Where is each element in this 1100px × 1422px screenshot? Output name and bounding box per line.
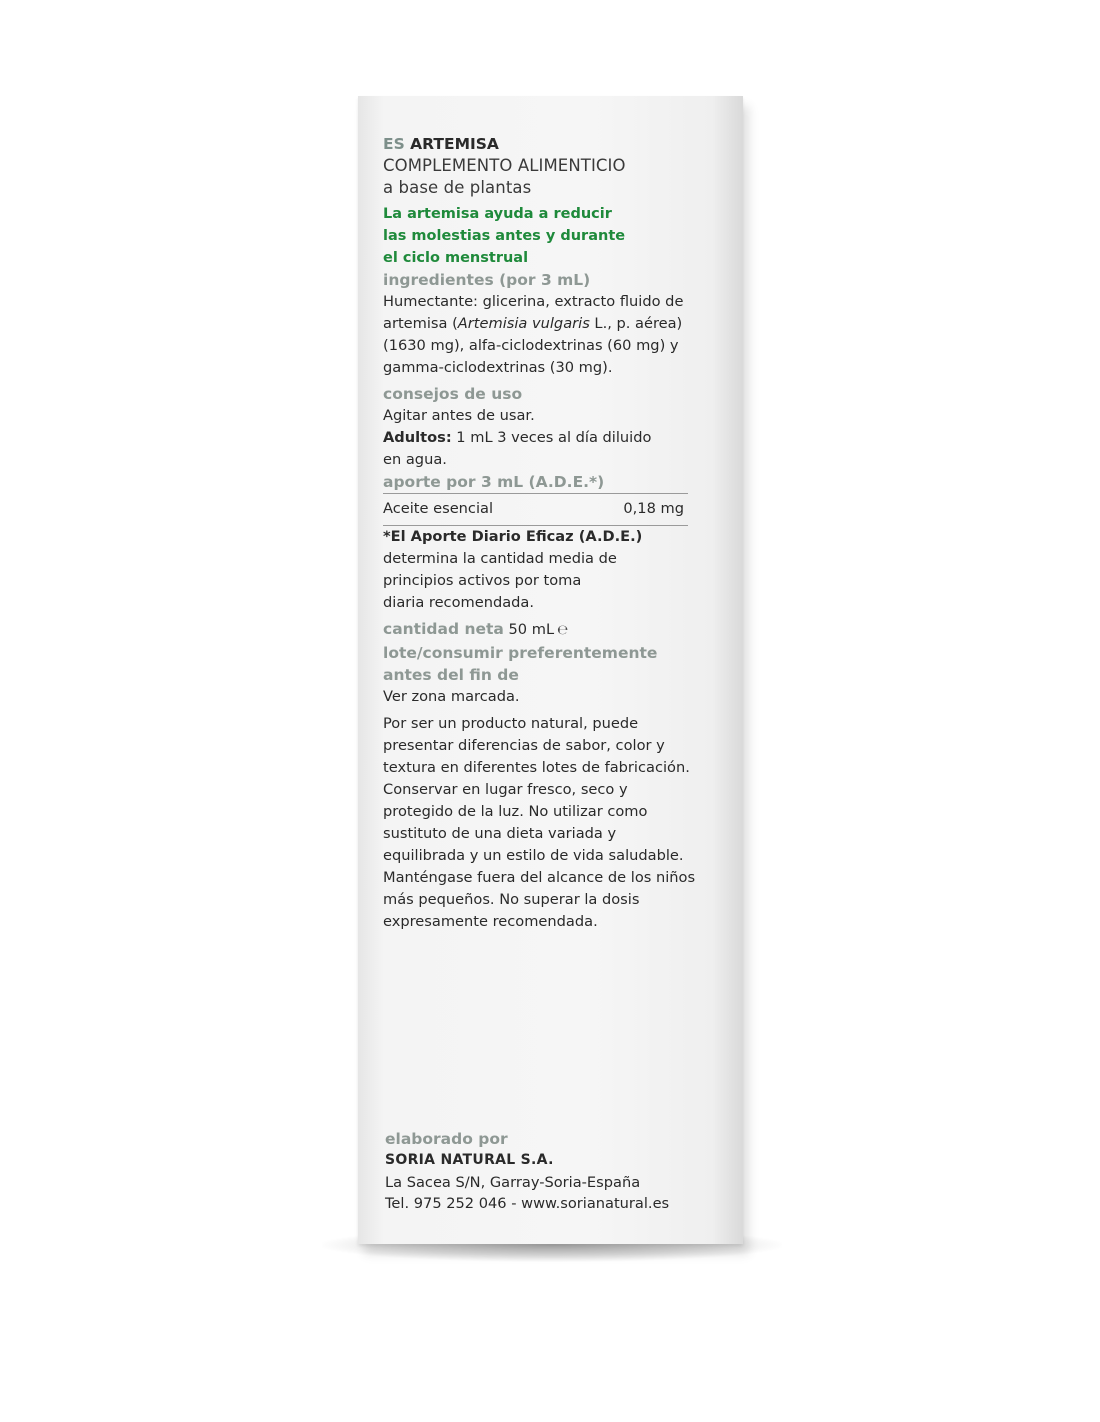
net-quantity-heading: cantidad neta bbox=[383, 620, 504, 638]
product-name: ARTEMISA bbox=[410, 135, 499, 153]
batch-heading-line-1: lote/consumir preferentemente bbox=[383, 644, 658, 662]
warning-line: equilibrada y un estilo de vida saludable. bbox=[383, 847, 684, 864]
ade-note-line-2: determina la cantidad media de bbox=[383, 550, 617, 567]
manufacturer-info bbox=[385, 1128, 720, 1215]
company-name: SORIA NATURAL S.A. bbox=[385, 1152, 554, 1168]
warning-line: presentar diferencias de sabor, color y bbox=[383, 737, 665, 754]
manufacturer-heading: elaborado por bbox=[385, 1130, 508, 1148]
estimated-sign-icon: ℮ bbox=[557, 623, 569, 638]
company-address: La Sacea S/N, Garray-Soria-España bbox=[385, 1173, 641, 1191]
table-row-value: 0,18 mg bbox=[623, 500, 684, 517]
ingredients-text: artemisa ( bbox=[383, 315, 458, 332]
ade-note-line-4: diaria recomendada. bbox=[383, 594, 535, 611]
contribution-table bbox=[383, 493, 688, 526]
ade-note-line-3: principios activos por toma bbox=[383, 572, 582, 589]
warning-line: Manténgase fuera del alcance de los niños bbox=[383, 869, 696, 886]
health-claim-line-3: el ciclo menstrual bbox=[383, 250, 529, 266]
warning-line: Conservar en lugar fresco, seco y bbox=[383, 781, 628, 798]
ingredients-text: L., p. aérea) bbox=[589, 315, 683, 332]
product-title bbox=[383, 133, 718, 155]
net-quantity-value: 50 mL bbox=[503, 621, 555, 638]
batch-text: Ver zona marcada. bbox=[383, 688, 520, 705]
net-quantity bbox=[383, 618, 718, 642]
health-claim-line-1: La artemisa ayuda a reducir bbox=[383, 206, 612, 222]
health-claim-line-2: las molestias antes y durante bbox=[383, 228, 626, 244]
warning-line: protegido de la luz. No utilizar como bbox=[383, 803, 648, 820]
warning-line: más pequeños. No superar la dosis bbox=[383, 891, 640, 908]
ingredients-line-3: (1630 mg), alfa-ciclodextrinas (60 mg) y bbox=[383, 337, 679, 354]
usage-line-2 bbox=[383, 427, 718, 449]
adults-dose: 1 mL 3 veces al día diluido bbox=[451, 429, 652, 446]
contribution-heading: aporte por 3 mL (A.D.E.*) bbox=[383, 473, 605, 491]
ingredients-line-4: gamma-ciclodextrinas (30 mg). bbox=[383, 359, 613, 376]
warning-line: sustituto de una dieta variada y bbox=[383, 825, 617, 842]
latin-name: Artemisia vulgaris bbox=[457, 315, 590, 332]
label-content bbox=[383, 133, 718, 933]
ingredients-line-2 bbox=[383, 313, 718, 335]
ingredients-line-1: Humectante: glicerina, extracto fluido de bbox=[383, 293, 684, 310]
adults-label: Adultos: bbox=[383, 429, 452, 446]
usage-heading: consejos de uso bbox=[383, 385, 523, 403]
usage-line-1: Agitar antes de usar. bbox=[383, 407, 535, 424]
warning-line: textura en diferentes lotes de fabricación. bbox=[383, 759, 690, 776]
language-tag: ES bbox=[383, 135, 405, 153]
batch-heading-line-2: antes del fin de bbox=[383, 666, 519, 684]
usage-line-3: en agua. bbox=[383, 451, 447, 468]
warning-line: expresamente recomendada. bbox=[383, 913, 598, 930]
ingredients-heading: ingredientes (por 3 mL) bbox=[383, 271, 591, 289]
company-contact: Tel. 975 252 046 - www.sorianatural.es bbox=[385, 1195, 670, 1212]
warning-line: Por ser un producto natural, puede bbox=[383, 715, 639, 732]
ade-note-line-1 bbox=[383, 526, 718, 548]
table-row-label: Aceite esencial bbox=[383, 500, 494, 517]
subtitle-line-1: COMPLEMENTO ALIMENTICIO bbox=[383, 156, 626, 175]
ade-note-bold: *El Aporte Diario Eficaz (A.D.E.) bbox=[383, 528, 643, 545]
subtitle-line-2: a base de plantas bbox=[383, 178, 532, 197]
